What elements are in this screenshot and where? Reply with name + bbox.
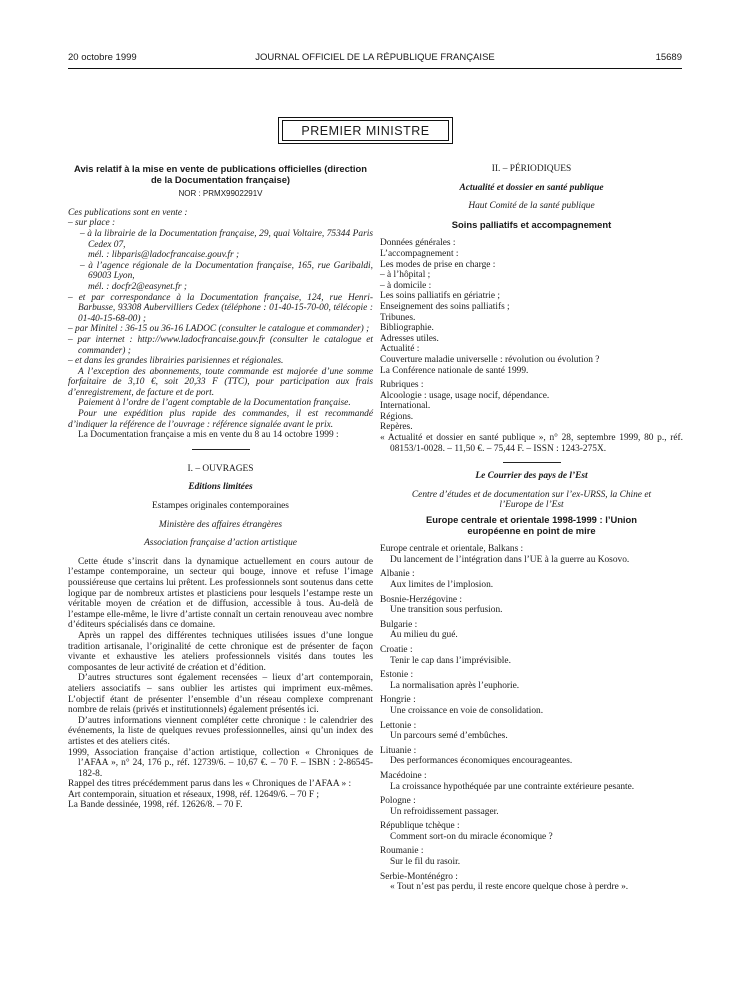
section-banner-label: PREMIER MINISTRE (282, 120, 448, 141)
page-number: 15689 (655, 52, 682, 63)
section-banner (278, 117, 452, 144)
periodical-1-theme: Soins palliatifs et accompagnement (451, 218, 612, 230)
entry-text: Comment sort-on du miracle économique ? (390, 831, 553, 842)
entry-text: Des performances économiques encourageantes. (390, 756, 573, 767)
rappel-titres: Rappel des titres précédemment parus dans les « Chroniques de l’AFAA » : (68, 779, 352, 790)
entry-country: Serbie-Monténégro : (380, 871, 458, 882)
ouvrages-para-2: Après un rappel des différentes techniques utilisées issues d’une longue tradition artisanale, l’originalité de cette chronique est de présenter de façon vivante et exhaustive les ateliers professionnels visités dans toutes les composantes de leur activité de création et d’édition. (68, 630, 373, 673)
periodical-1-title: Actualité et dossier en santé publique (459, 182, 604, 193)
entry-country: Estonie : (380, 670, 414, 681)
contents-line: La Conférence nationale de santé 1999. (380, 365, 529, 376)
contents-line: Tribunes. (380, 312, 416, 323)
entry-text: Aux limites de l’implosion. (390, 580, 494, 590)
contents-line: – à domicile : (380, 280, 432, 291)
contents-line: Adresses utiles. (380, 333, 439, 344)
entry-country: Pologne : (380, 796, 416, 807)
issue-date: 20 octobre 1999 (68, 52, 137, 63)
association: Association française d’action artistique (144, 538, 297, 549)
entry-text: Un parcours semé d’embûches. (390, 731, 508, 742)
entry-text: « Tout n’est pas perdu, il reste encore quelque chose à perdre ». (390, 882, 629, 893)
intro-agence: – à l’agence régionale de la Documentation française, 165, rue Garibaldi, 69003 Lyon, (80, 260, 373, 282)
entry-country: République tchèque : (380, 821, 460, 832)
intro-librairie: – à la librairie de la Documentation française, 29, quai Voltaire, 75344 Paris Cedex 07, (80, 228, 373, 250)
contents-line: L’accompagnement : (380, 248, 459, 259)
entry-text: Un refroidissement passager. (390, 806, 499, 817)
intro-paiement: Paiement à l’ordre de l’agent comptable de la Documentation française. (78, 398, 351, 409)
entry-text: La croissance hypothéquée par une contrainte extérieure pesante. (390, 781, 635, 792)
periodical-2-publisher: Centre d’études et de documentation sur l’ex-URSS, la Chine et l’Europe de l’Est (411, 489, 652, 511)
entry-country: Croatie : (380, 644, 413, 655)
intro-exception: A l’exception des abonnements, toute commande est majorée d’une somme forfaitaire de 3,10 €, soit 20,33 F (TTC), pour participation aux frais d’enregistrement, de facture et de port. (68, 366, 373, 398)
periodical-2-theme: Europe centrale et orientale 1998-1999 : l’Union européenne en point de mire (425, 514, 637, 536)
contents-line: Données générales : (380, 238, 456, 249)
rubrique-line: Régions. (380, 411, 414, 422)
intro-lead: Ces publications sont en vente : (68, 207, 188, 218)
ministere: Ministère des affaires étrangères (158, 519, 283, 530)
entry-country: Lituanie : (380, 745, 417, 756)
contents-line: Couverture maladie universelle : révolution ou évolution ? (380, 354, 600, 365)
right-column (380, 164, 683, 893)
ouvrages-para-3: D’autres structures sont également recensées – lieux d’art contemporain, ateliers associatifs – sans oublier les artistes qui impriment eux-mêmes. L’objectif étant de présenter l’ensemble d’un réseau complexe comprenant nombre de relais (privés et institutionnels) également présentés ici. (68, 673, 373, 716)
ouvrages-heading: I. – OUVRAGES (187, 463, 254, 474)
nor-reference: NOR : PRMX9902291V (178, 189, 263, 199)
contents-line: – à l’hôpital ; (380, 270, 431, 281)
intro-librairies: – et dans les grandes librairies parisiennes et régionales. (68, 356, 284, 367)
rubrique-line: Repères. (380, 422, 413, 433)
intro-librairie-mel: mél. : libparis@ladocfrancaise.gouv.fr ; (88, 250, 240, 261)
periodical-1-contents (380, 238, 683, 376)
entry-country: Europe centrale et orientale, Balkans : (380, 544, 524, 555)
collection-title: Estampes originales contemporaines (152, 501, 289, 512)
previous-title-2: La Bande dessinée, 1998, réf. 12626/8. – 70 F. (68, 800, 243, 811)
periodiques-heading: II. – PÉRIODIQUES (491, 164, 572, 174)
entry-text: Tenir le cap dans l’imprévisible. (390, 655, 511, 666)
intro-agence-mel: mél. : docfr2@easynet.fr ; (88, 281, 187, 292)
left-column (68, 164, 373, 811)
entry-country: Hongrie : (380, 695, 416, 706)
entry-text: Au milieu du gué. (390, 630, 458, 641)
entry-text: Une croissance en voie de consolidation. (390, 705, 544, 716)
contents-line: Les modes de prise en charge : (380, 259, 496, 270)
contents-line: Bibliographie. (380, 323, 434, 334)
intro-correspondance: – et par correspondance à la Documentation française, 124, rue Henri-Barbusse, 93308 Aubervilliers Cedex (téléphone : 01-40-15-70-00, télécopie : 01-40-15-68-00) ; (68, 292, 373, 324)
entry-country: Albanie : (380, 569, 415, 580)
periodical-1-reference: « Actualité et dossier en santé publique », n° 28, septembre 1999, 80 p., réf. 08153/1-0028. – 11,50 €. – 75,44 F. – ISSN : 1243-275X. (380, 433, 683, 454)
entry-country: Bosnie-Herzégovine : (380, 594, 463, 605)
contents-line: Enseignement des soins palliatifs ; (380, 301, 510, 312)
entry-text: Sur le fil du rasoir. (390, 857, 461, 868)
rubrique-line: International. (380, 401, 431, 412)
ouvrages-para-4: D’autres informations viennent compléter cette chronique : le calendrier des événements, la liste de quelques revues professionnelles, ainsi qu’un index des artistes et des ateliers cités. (68, 715, 373, 747)
separator (503, 462, 561, 463)
contents-line: Les soins palliatifs en gériatrie ; (380, 291, 501, 302)
section-banner-wrap (0, 117, 731, 144)
periodical-1-publisher: Haut Comité de la santé publique (468, 201, 595, 212)
periodical-2-title: Le Courrier des pays de l’Est (475, 471, 588, 482)
periodical-1-rubriques (380, 380, 683, 433)
previous-title-1: Art contemporain, situation et réseaux, 1998, réf. 12649/6. – 70 F ; (68, 789, 319, 800)
intro-sur-place: – sur place : (68, 218, 116, 229)
journal-title: JOURNAL OFFICIEL DE LA RÉPUBLIQUE FRANÇAISE (255, 52, 495, 63)
notice-title: Avis relatif à la mise en vente de publications officielles (direction de la Documentation française) (74, 163, 367, 185)
mise-en-vente: La Documentation française a mis en vente du 8 au 14 octobre 1999 : (78, 430, 339, 441)
entry-country: Bulgarie : (380, 619, 418, 630)
intro-minitel: – par Minitel : 36-15 ou 36-16 LADOC (consulter le catalogue et commander) ; (68, 324, 370, 335)
ouvrages-reference: 1999, Association française d’action artistique, collection « Chroniques de l’AFAA », n° 24, 176 p., réf. 12739/6. – 10,67 €. – 70 F. – ISBN : 2-86545-182-8. (68, 747, 373, 779)
entry-text: Du lancement de l’intégration dans l’UE à la guerre au Kosovo. (390, 554, 630, 565)
entry-text: Une transition sous perfusion. (390, 605, 503, 616)
separator (192, 449, 250, 450)
intro-expedition: Pour une expédition plus rapide des commandes, il est recommandé d’indiquer la référence de l’ouvrage : référence signalée avant le prix. (68, 409, 373, 430)
header-rule (68, 68, 682, 69)
rubrique-line: Rubriques : (380, 380, 424, 391)
entry-country: Roumanie : (380, 846, 424, 857)
running-header (68, 52, 682, 66)
entry-country: Macédoine : (380, 770, 427, 781)
contents-line: Actualité : (380, 344, 420, 355)
ouvrages-subheading: Editions limitées (188, 482, 253, 493)
entry-text: La normalisation après l’euphorie. (390, 680, 520, 691)
intro-internet: – par internet : http://www.ladocfrancaise.gouv.fr (consulter le catalogue et commander) ; (68, 334, 373, 356)
ouvrages-para-1: Cette étude s’inscrit dans la dynamique actuellement en cours autour de l’estampe contemporaine, un secteur qui bouge, innove et refuse l’image poussiéreuse que certains lui prêtent. Les professionnels sont soutenus dans cette logique par de nombreux artistes et plasticiens pour lesquels l’estampe reste un véritable moyen de création et de diffusion, accessible à tous. Au-delà de l’estampe elle-même, le livre d’artiste connaît un certain renouveau avec nombre d’éditeurs spécialisés dans ce domaine. (68, 556, 373, 631)
entry-country: Lettonie : (380, 720, 417, 731)
periodical-2-entries (380, 544, 683, 893)
rubrique-line: Alcoologie : usage, usage nocif, dépendance. (380, 390, 550, 401)
